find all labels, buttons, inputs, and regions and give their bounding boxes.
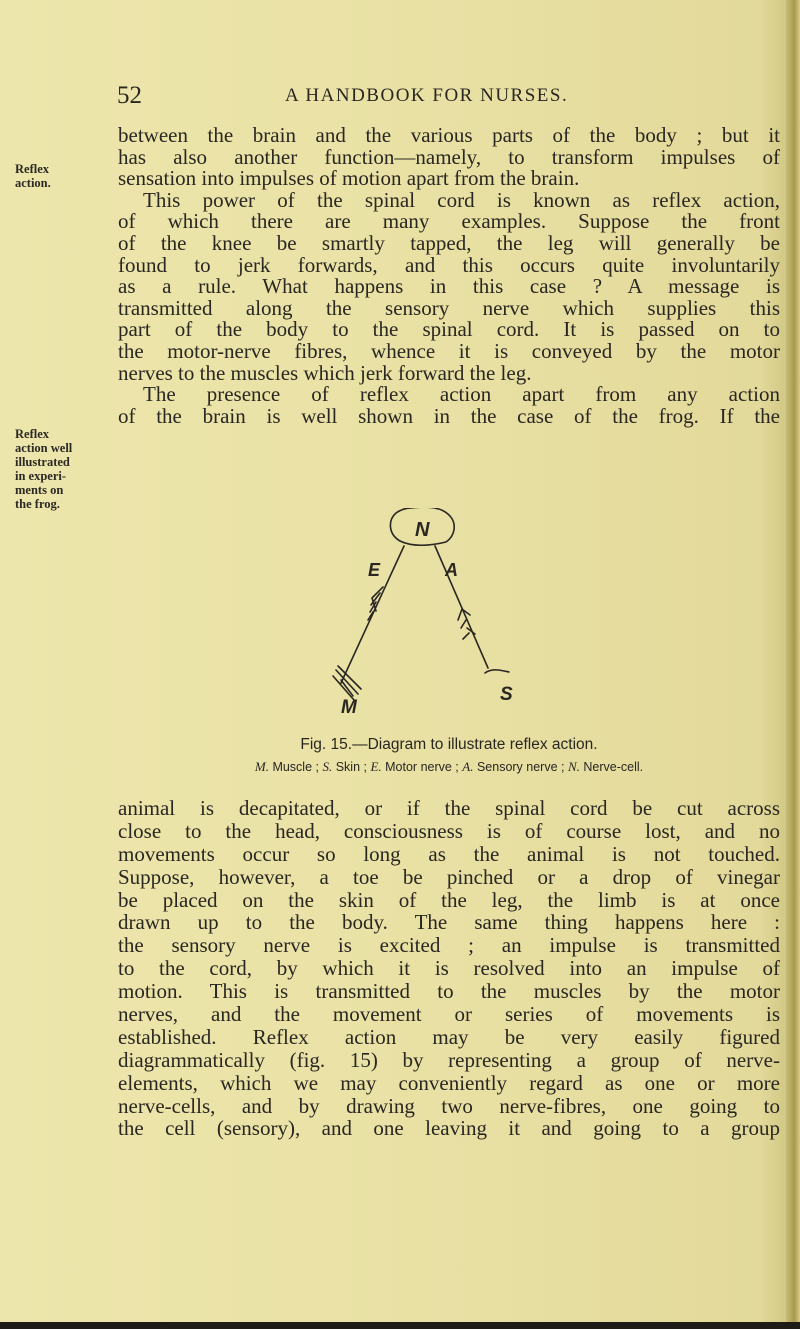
text-line: the sensory nerve is excited ; an impulse is transmitted	[118, 933, 780, 958]
bottom-border	[0, 1322, 800, 1329]
label-a: A	[445, 560, 458, 580]
text-line: the cell (sensory), and one leaving it and going to a group	[118, 1116, 780, 1141]
figure-caption-title: Fig. 15.—Diagram to illustrate reflex action.	[300, 736, 598, 753]
margin-note-line: the frog.	[15, 497, 60, 511]
legend-text: Muscle ;	[272, 760, 319, 774]
label-n: N	[415, 519, 430, 541]
page-edge	[786, 0, 800, 1329]
figure-caption-legend	[118, 759, 780, 775]
legend-text: Nerve-cell.	[583, 760, 644, 774]
paragraph-2	[118, 797, 780, 1140]
text-line: of which there are many examples. Suppose the front	[118, 209, 780, 234]
text-line: found to jerk forwards, and this occurs quite involuntarily	[118, 252, 780, 277]
text-line: has also another function—namely, to transform impulses of	[118, 144, 780, 169]
sensory-nerve-line	[435, 546, 488, 668]
legend-text: Motor nerve ;	[385, 760, 459, 774]
text-line: diagrammatically (fig. 15) by representing a group of nerve-	[118, 1047, 780, 1072]
text-line: elements, which we may conveniently regard as one or more	[118, 1070, 780, 1095]
legend-key: E.	[370, 759, 382, 774]
text-line: to the cord, by which it is resolved into an impulse of	[118, 956, 780, 981]
margin-note-line: Reflex	[15, 427, 50, 441]
text-line: the motor-nerve fibres, whence it is conveyed by the motor	[118, 338, 780, 363]
legend-text: Sensory nerve ;	[476, 760, 565, 774]
text-line: established. Reflex action may be very easily figured	[118, 1024, 780, 1049]
text-line: of the knee be smartly tapped, the leg will generally be	[118, 230, 780, 255]
text-line: between the brain and the various parts of the body ; but it	[118, 123, 780, 147]
text-line: movements occur so long as the animal is not touched.	[118, 841, 780, 866]
label-m: M	[341, 697, 357, 718]
text-line: close to the head, consciousness is of course lost, and no	[118, 818, 780, 843]
text-line: transmitted along the sensory nerve which supplies this	[118, 295, 780, 320]
paragraph-1	[118, 125, 780, 427]
margin-note-frog	[15, 427, 103, 511]
text-line: motion. This is transmitted to the muscles by the motor	[118, 979, 780, 1004]
text-line: Suppose, however, a toe be pinched or a drop of vinegar	[118, 864, 780, 889]
text-line: of the brain is well shown in the case of the frog. If the	[118, 403, 780, 428]
page-number: 52	[117, 82, 142, 109]
margin-note-line: action.	[15, 176, 51, 190]
legend-text: Skin ;	[335, 760, 367, 774]
margin-note-line: ments on	[15, 483, 64, 497]
text-line: nerves, and the movement or series of movements is	[118, 1002, 780, 1027]
running-head: A HANDBOOK FOR NURSES.	[285, 85, 569, 106]
text-line: The presence of reflex action apart from any action	[143, 382, 780, 407]
legend-key: N.	[567, 759, 580, 774]
text-line: as a rule. What happens in this case ? A message is	[118, 274, 780, 299]
text-line: nerve-cells, and by drawing two nerve-fibres, one going to	[118, 1093, 780, 1118]
skin-line	[485, 670, 509, 673]
text-line: animal is decapitated, or if the spinal cord be cut across	[118, 796, 780, 820]
sensory-arrow-icon	[458, 609, 475, 639]
margin-note-line: in experi-	[15, 469, 67, 483]
page-header	[117, 82, 777, 112]
text-line: be placed on the skin of the leg, the limb is at once	[118, 887, 780, 912]
margin-note-line: Reflex	[15, 162, 50, 176]
motor-arrow-icon	[368, 587, 383, 620]
margin-note-line: action well	[15, 441, 73, 455]
reflex-diagram-svg	[330, 508, 550, 758]
reflex-diagram	[330, 508, 550, 758]
text-line: drawn up to the body. The same thing happens here :	[118, 910, 780, 935]
text-line: This power of the spinal cord is known as reflex action,	[143, 187, 780, 212]
margin-note-reflex-action	[15, 162, 103, 190]
text-line: sensation into impulses of motion apart from the brain.	[118, 166, 580, 191]
legend-key: M.	[254, 759, 269, 774]
legend-key: S.	[322, 759, 333, 774]
text-line: nerves to the muscles which jerk forward the leg.	[118, 360, 532, 385]
legend-key: A.	[462, 759, 474, 774]
label-e: E	[368, 560, 381, 580]
margin-note-line: illustrated	[15, 455, 70, 469]
text-line: part of the body to the spinal cord. It is passed on to	[118, 317, 780, 342]
label-s: S	[500, 684, 513, 705]
